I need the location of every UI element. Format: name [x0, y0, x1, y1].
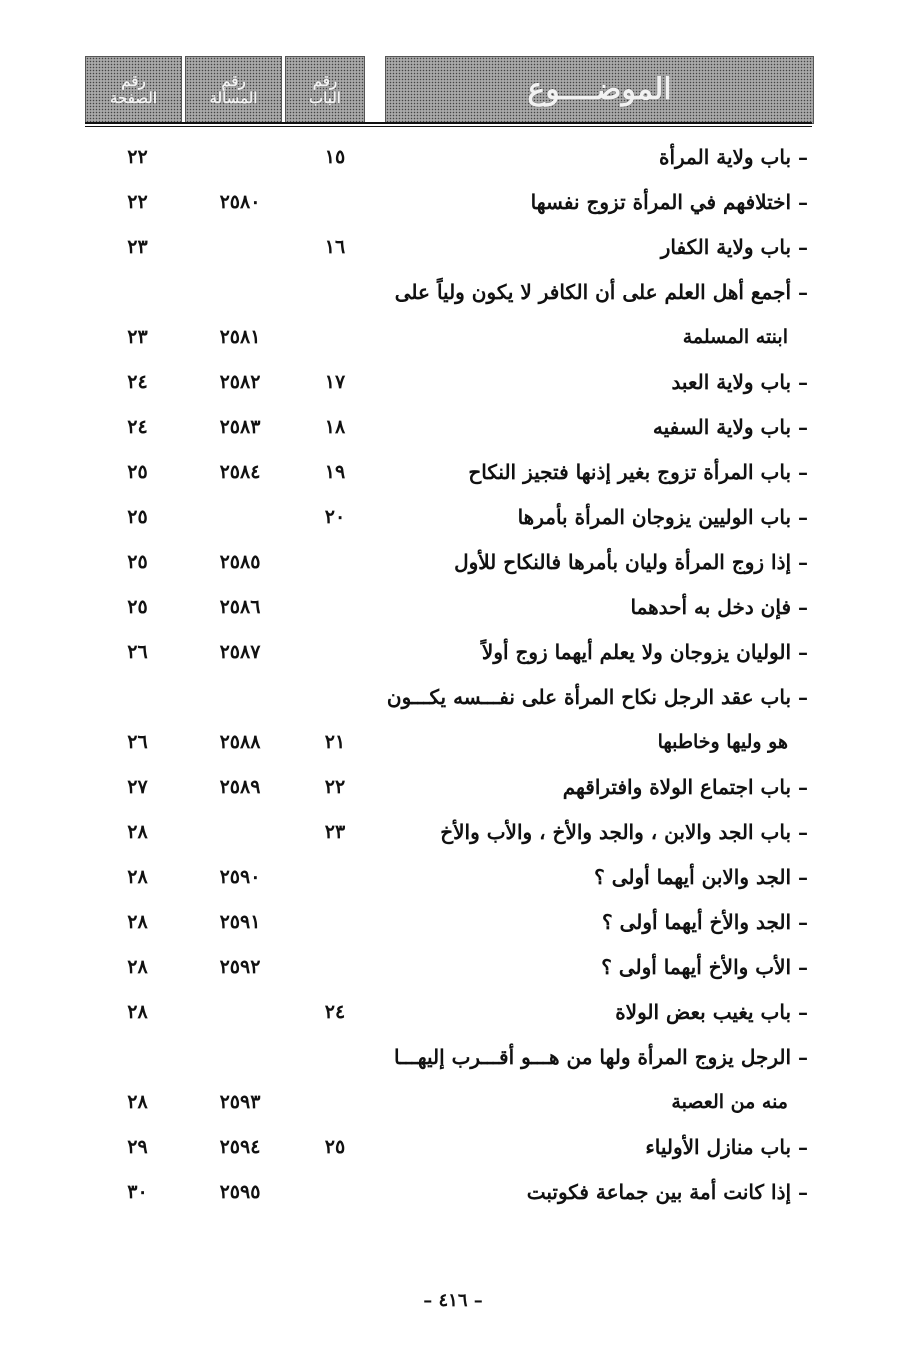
- table-row: [0, 1127, 906, 1167]
- row-bab-number: [300, 1172, 370, 1212]
- row-page-number: ٢٥: [127, 506, 148, 528]
- row-page-number: ٣٠: [127, 1181, 148, 1203]
- row-bab-number: ٢١: [324, 731, 346, 753]
- header-rule-bottom: [85, 126, 812, 127]
- row-topic: – باب ولاية الكفار: [660, 235, 808, 259]
- row-bab-number: ٢٥: [324, 1136, 346, 1158]
- table-row: [0, 497, 906, 537]
- row-masala-number: [200, 812, 280, 852]
- row-page-number: ٢٦: [127, 641, 148, 663]
- header-masala: [185, 56, 282, 124]
- row-masala-number: ٢٥٩٢: [219, 956, 261, 978]
- table-row: [0, 947, 906, 987]
- row-page-number: ٢٨: [127, 821, 148, 843]
- row-bab-number: [300, 182, 370, 222]
- table-row: [0, 857, 906, 897]
- row-masala-number: ٢٥٨١: [219, 326, 261, 348]
- header-topic: [385, 56, 814, 124]
- table-row: [0, 587, 906, 627]
- row-page-number: ٢٢: [127, 191, 148, 213]
- row-topic: – اختلافهم في المرأة تزوج نفسها: [530, 190, 808, 214]
- row-bab-number: [300, 857, 370, 897]
- table-row: [0, 1082, 906, 1122]
- row-topic: – باب ولاية السفيه: [652, 415, 808, 439]
- row-masala-number: ٢٥٩١: [219, 911, 261, 933]
- header-topic-label: الموضــــوع: [527, 71, 672, 107]
- page-number-footer: – ٤١٦ –: [423, 1290, 483, 1311]
- row-masala-number: [200, 992, 280, 1032]
- row-bab-number: ١٩: [324, 461, 346, 483]
- row-topic: – إذا كانت أمة بين جماعة فكوتبت: [526, 1180, 808, 1204]
- header-masala-line1: رقم: [221, 71, 246, 90]
- row-topic: – باب الوليين يزوجان المرأة بأمرها: [517, 505, 808, 529]
- row-page-number: ٢٩: [127, 1136, 148, 1158]
- row-page-number: ٢٨: [127, 911, 148, 933]
- row-bab-number: ٢٤: [324, 1001, 346, 1023]
- header-bab-line2: الباب: [309, 89, 341, 107]
- table-row: [0, 317, 906, 357]
- header-rule-top: [85, 122, 812, 124]
- row-page-number: ٢٧: [127, 776, 148, 798]
- table-row: [0, 1172, 906, 1212]
- row-page-number: [100, 272, 175, 312]
- row-topic: هو وليها وخاطبها: [657, 731, 788, 753]
- row-topic: – باب عقد الرجل نكاح المرأة على نفـــسه يكـــون: [386, 685, 808, 709]
- row-masala-number: ٢٥٨٣: [219, 416, 261, 438]
- row-page-number: ٢٢: [127, 146, 148, 168]
- row-bab-number: [300, 947, 370, 987]
- row-topic: – أجمع أهل العلم على أن الكافر لا يكون ولياً على: [394, 280, 808, 304]
- table-header: [85, 56, 812, 126]
- row-page-number: ٢٨: [127, 866, 148, 888]
- table-row: [0, 182, 906, 222]
- row-masala-number: [200, 497, 280, 537]
- row-masala-number: ٢٥٨٨: [219, 731, 261, 753]
- table-row: [0, 812, 906, 852]
- row-topic: – الوليان يزوجان ولا يعلم أيهما زوج أولاً: [481, 640, 808, 664]
- row-topic: – الأب والأخ أيهما أولى ؟: [601, 955, 808, 979]
- row-topic: – فإن دخل به أحدهما: [630, 595, 808, 619]
- table-row: [0, 362, 906, 402]
- row-page-number: ٢٨: [127, 956, 148, 978]
- row-masala-number: ٢٥٨٦: [219, 596, 261, 618]
- header-page: [85, 56, 182, 124]
- row-bab-number: [300, 587, 370, 627]
- row-page-number: ٢٣: [127, 236, 148, 258]
- row-topic: – باب منازل الأولياء: [645, 1135, 808, 1159]
- row-masala-number: ٢٥٩٥: [219, 1181, 261, 1203]
- row-masala-number: [200, 1037, 280, 1077]
- row-topic: منه من العصبة: [671, 1091, 788, 1113]
- row-topic: – إذا زوج المرأة وليان بأمرها فالنكاح للأول: [454, 550, 808, 574]
- row-bab-number: [300, 1082, 370, 1122]
- table-row: [0, 722, 906, 762]
- row-masala-number: [200, 677, 280, 717]
- table-row: [0, 992, 906, 1032]
- row-page-number: [100, 1037, 175, 1077]
- row-topic: – باب الجد والابن ، والجد والأخ ، والأب والأخ: [440, 820, 808, 844]
- row-bab-number: ١٦: [324, 236, 346, 258]
- row-topic: – باب ولاية العبد: [671, 370, 808, 394]
- row-bab-number: ١٨: [324, 416, 346, 438]
- row-masala-number: ٢٥٨٥: [219, 551, 261, 573]
- row-bab-number: ٢٠: [324, 506, 346, 528]
- row-bab-number: [300, 542, 370, 582]
- row-topic: – الجد والابن أيهما أولى ؟: [594, 865, 808, 889]
- header-masala-line2: المسألة: [209, 89, 258, 107]
- row-page-number: ٢٤: [127, 371, 148, 393]
- row-topic: ابنته المسلمة: [682, 326, 788, 348]
- header-bab-line1: رقم: [312, 71, 338, 90]
- row-masala-number: ٢٥٨٩: [219, 776, 261, 798]
- row-bab-number: [300, 632, 370, 672]
- row-page-number: ٢٣: [127, 326, 148, 348]
- row-page-number: ٢٥: [127, 461, 148, 483]
- row-bab-number: ١٥: [324, 146, 346, 168]
- row-bab-number: [300, 317, 370, 357]
- row-topic: – الرجل يزوج المرأة ولها من هـــو أقـــرب إليهـــا: [394, 1045, 808, 1069]
- row-masala-number: ٢٥٩٣: [219, 1091, 261, 1113]
- row-page-number: ٢٨: [127, 1091, 148, 1113]
- row-page-number: ٢٤: [127, 416, 148, 438]
- table-row: [0, 272, 906, 312]
- row-topic: – الجد والأخ أيهما أولى ؟: [602, 910, 808, 934]
- header-bab: [285, 56, 365, 124]
- table-row: [0, 137, 906, 177]
- row-masala-number: ٢٥٨٤: [219, 461, 261, 483]
- header-page-line1: رقم: [121, 71, 146, 90]
- table-row: [0, 1037, 906, 1077]
- row-bab-number: ١٧: [324, 371, 346, 393]
- row-bab-number: [300, 677, 370, 717]
- row-page-number: ٢٥: [127, 596, 148, 618]
- row-masala-number: [200, 272, 280, 312]
- header-page-line2: الصفحة: [109, 89, 158, 107]
- row-masala-number: [200, 137, 280, 177]
- row-masala-number: [200, 227, 280, 267]
- table-row: [0, 767, 906, 807]
- row-masala-number: ٢٥٨٧: [219, 641, 261, 663]
- row-page-number: ٢٥: [127, 551, 148, 573]
- row-page-number: [100, 677, 175, 717]
- row-bab-number: [300, 902, 370, 942]
- table-row: [0, 542, 906, 582]
- row-topic: – باب يغيب بعض الولاة: [615, 1000, 808, 1024]
- table-row: [0, 902, 906, 942]
- table-row: [0, 677, 906, 717]
- row-masala-number: ٢٥٩٤: [219, 1136, 261, 1158]
- table-row: [0, 407, 906, 447]
- row-bab-number: [300, 272, 370, 312]
- row-masala-number: ٢٥٩٠: [219, 866, 261, 888]
- row-topic: – باب اجتماع الولاة وافتراقهم: [562, 775, 808, 799]
- table-row: [0, 632, 906, 672]
- row-bab-number: ٢٣: [324, 821, 346, 843]
- row-topic: – باب ولاية المرأة: [658, 145, 808, 169]
- row-page-number: ٢٦: [127, 731, 148, 753]
- row-topic: – باب المرأة تزوج بغير إذنها فتجيز النكاح: [468, 460, 808, 484]
- row-page-number: ٢٨: [127, 1001, 148, 1023]
- row-bab-number: ٢٢: [324, 776, 346, 798]
- row-bab-number: [300, 1037, 370, 1077]
- table-row: [0, 452, 906, 492]
- row-masala-number: ٢٥٨٢: [219, 371, 261, 393]
- table-row: [0, 227, 906, 267]
- row-masala-number: ٢٥٨٠: [219, 191, 261, 213]
